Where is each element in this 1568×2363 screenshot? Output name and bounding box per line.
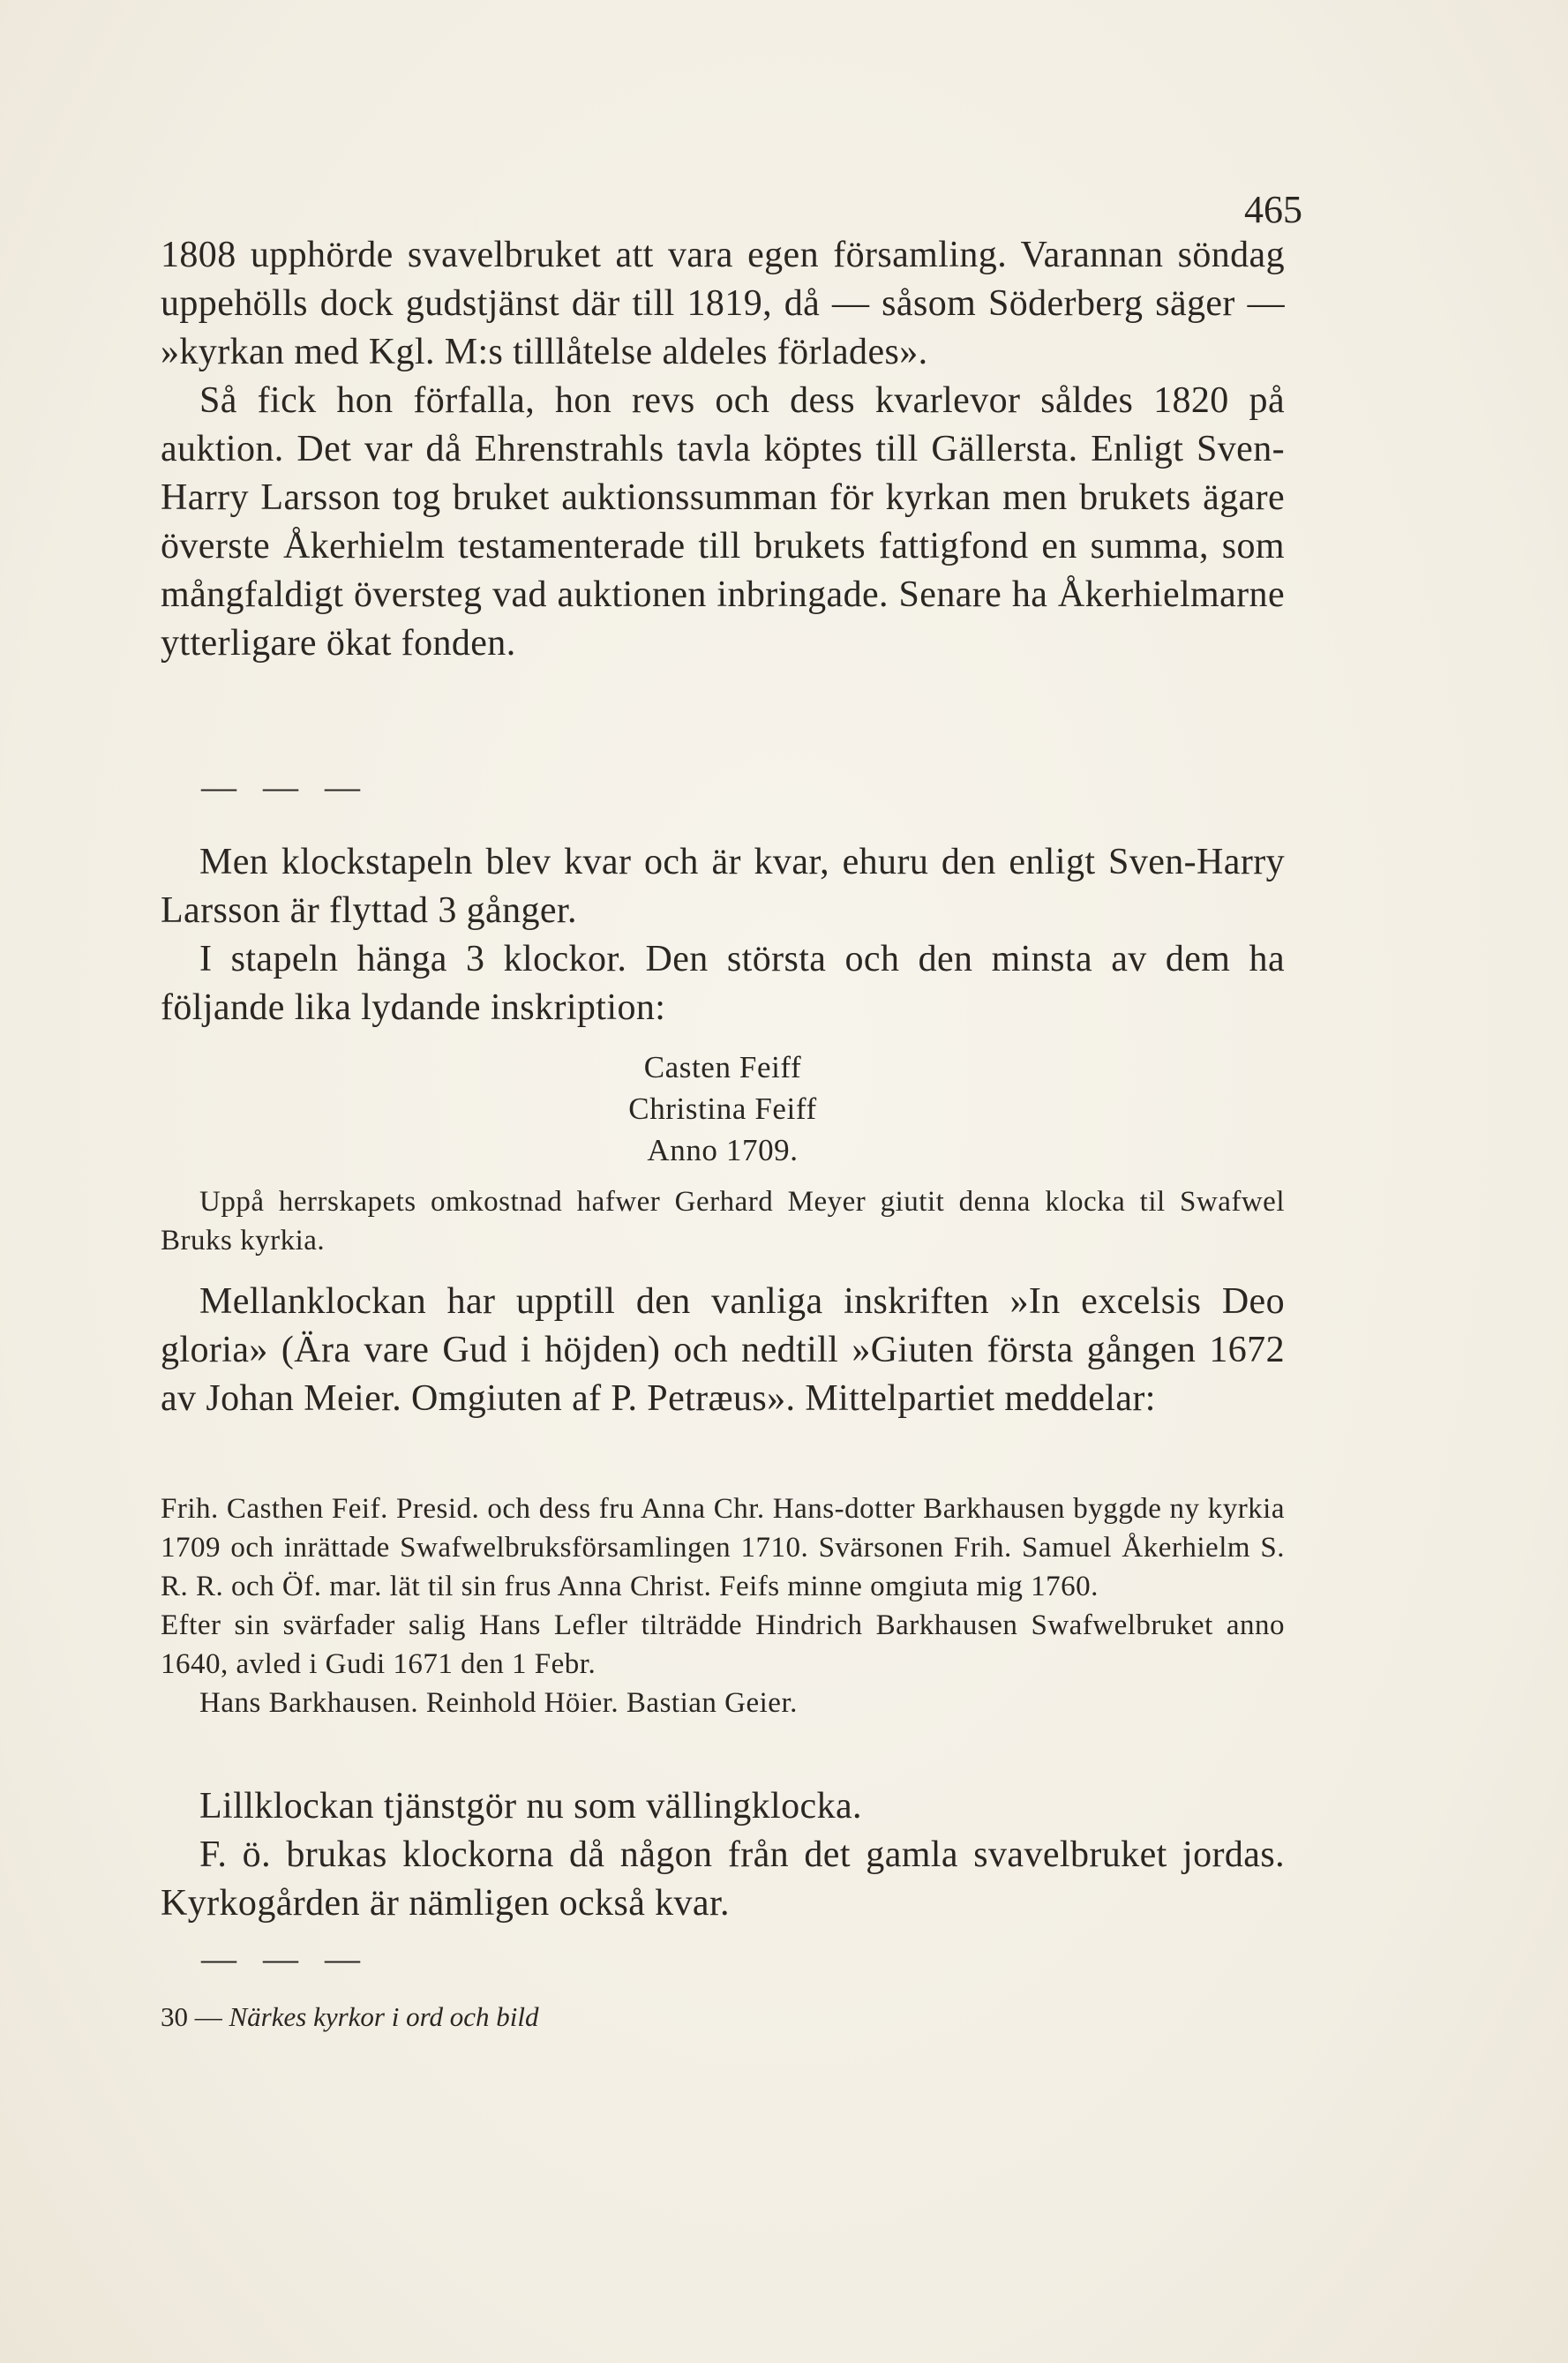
paragraph: Lillklockan tjänstgör nu som vällingklocka. [199,1786,862,1827]
paragraph: Men klockstapeln blev kvar och är kvar, ehuru den enligt Sven-Harry Larsson är flyttad 3 gånger. [161,842,1285,931]
inscription-line: Casten Feiff [643,1050,802,1084]
inscription-line: Anno 1709. [647,1133,799,1167]
section-lillklockan [161,1782,1285,1928]
page-number: 465 [1244,188,1302,231]
section-separator: — — — [201,1939,369,1978]
inscription-paragraph: Hans Barkhausen. Reinhold Höier. Bastian Geier. [199,1687,798,1719]
book-title: Närkes kyrkor i ord och bild [229,2001,539,2032]
paragraph: Mellanklockan har upptill den vanliga inskriften »In excelsis Deo gloria» (Ära vare Gud i höjden) och nedtill »Giuten första gången 1672 av Johan Meier. Omgiuten af P. Petræus». Mittelpartiet meddelar: [161,1281,1285,1419]
section-bruket-history [161,231,1285,668]
inscription-bell-names [161,1046,1285,1171]
paragraph: 1808 upphörde svavelbruket att vara egen församling. Varannan söndag uppehölls dock gudstjänst där till 1819, då — såsom Söderberg säger — »kyrkan med Kgl. M:s tilllåtelse aldeles förlades». [161,235,1285,372]
paragraph: F. ö. brukas klockorna då någon från det gamla svavelbruket jordas. Kyrkogården är nämligen också kvar. [161,1834,1285,1924]
inscription-line: Christina Feiff [628,1091,817,1126]
inscription-paragraph: Efter sin svärfader salig Hans Lefler tilträdde Hindrich Barkhausen Swafwelbruket anno 1640, avled i Gudi 1671 den 1 Febr. [161,1609,1285,1680]
page-footer [161,2003,539,2030]
signature-mark: 30 — [161,2001,229,2032]
section-klockstapeln [161,838,1285,1032]
section-separator: — — — [201,767,369,806]
inscription-caster-note [161,1182,1285,1260]
inscription-mellanklockan [161,1489,1285,1722]
paragraph: Så fick hon förfalla, hon revs och dess kvarlevor såldes 1820 på auktion. Det var då Ehrenstrahls tavla köptes till Gällersta. Enligt Sven-Harry Larsson tog bruket auktionssumman för kyrkan men brukets ägare överste Åkerhielm testamenterade till brukets fattigfond en summa, som mångfaldigt översteg vad auktionen inbringade. Senare ha Åkerhielmarne ytterligare ökat fonden. [161,380,1285,664]
paragraph: I stapeln hänga 3 klockor. Den största och den minsta av dem ha följande lika lydande inskription: [161,939,1285,1028]
inscription-paragraph: Frih. Casthen Feif. Presid. och dess fru Anna Chr. Hans-dotter Barkhausen byggde ny kyrkia 1709 och inrättade Swafwelbruksförsamlingen 1710. Svärsonen Frih. Samuel Åkerhielm S. R. R. och Öf. mar. lät til sin frus Anna Christ. Feifs minne omgiuta mig 1760. [161,1493,1285,1602]
inscription-paragraph: Uppå herrskapets omkostnad hafwer Gerhard Meyer giutit denna klocka til Swafwel Bruks kyrkia. [161,1186,1285,1257]
section-mellanklockan [161,1278,1285,1423]
